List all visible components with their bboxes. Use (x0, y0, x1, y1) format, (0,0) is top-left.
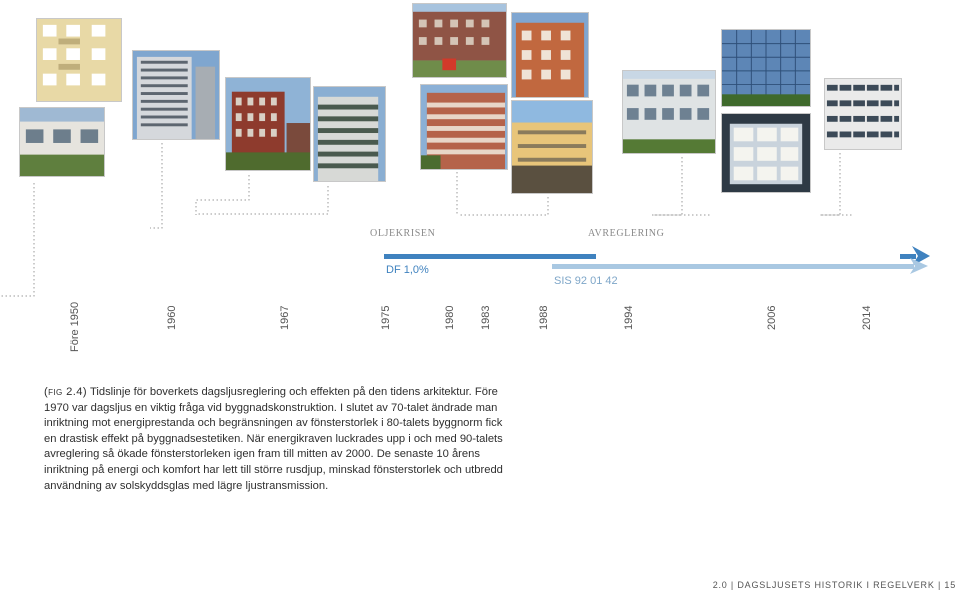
figure-number: (fig 2.4) (44, 386, 88, 398)
year-1967: 1967 (279, 305, 291, 330)
df-bar (384, 254, 596, 259)
bar-label-df: DF 1,0% (386, 264, 429, 276)
df-bar-right (900, 254, 916, 259)
connector-1994 (652, 157, 712, 215)
connector-1975 (196, 186, 328, 214)
connector-1988 (458, 197, 548, 215)
year-1975: 1975 (380, 305, 392, 330)
year-1983: 1983 (480, 305, 492, 330)
bar-label-sis: SIS 92 01 42 (554, 275, 618, 287)
connector-1960 (150, 143, 162, 228)
event-avreglering: AVREGLERING (588, 228, 665, 239)
year-1988: 1988 (538, 305, 550, 330)
event-oljekrisen: OLJEKRISEN (370, 228, 436, 239)
year-fore-1950: Före 1950 (69, 301, 81, 352)
sis-bar (552, 264, 914, 269)
connector-1950 (0, 183, 34, 296)
caption-text: Tidslinje för boverkets dagsljusreglering och effekten på den tidens arkitektur. Före 1970 var dagsljus en viktig fråga vid byggnadskonstruktion. I slutet av 70-talet ändrade man inriktning mot energiprestanda och begränsningen av fönsterstorlek i 80-talets byggnorm fick en drastisk effekt på byggnadsestetiken. När energikraven luckrades upp i och med 90-talets avreglering så ökade fönsterstorleken igen fram till mitten av 2000. De senaste 10 årens inriktning på energi och komfort har lett till större rusdjup, minskad fönsterstorlek och utbredd användning av solskyddsglas med lägre ljustransmission. (44, 386, 503, 492)
year-2014: 2014 (861, 305, 873, 330)
page-footer: 2.0 | DAGSLJUSETS HISTORIK I REGELVERK | 15 (712, 580, 956, 590)
connector-2014 (820, 153, 852, 215)
year-1994: 1994 (623, 305, 635, 330)
figure-caption (44, 385, 514, 494)
year-1980: 1980 (444, 305, 456, 330)
year-1960: 1960 (166, 305, 178, 330)
year-2006: 2006 (766, 305, 778, 330)
connector-1967 (196, 175, 249, 215)
